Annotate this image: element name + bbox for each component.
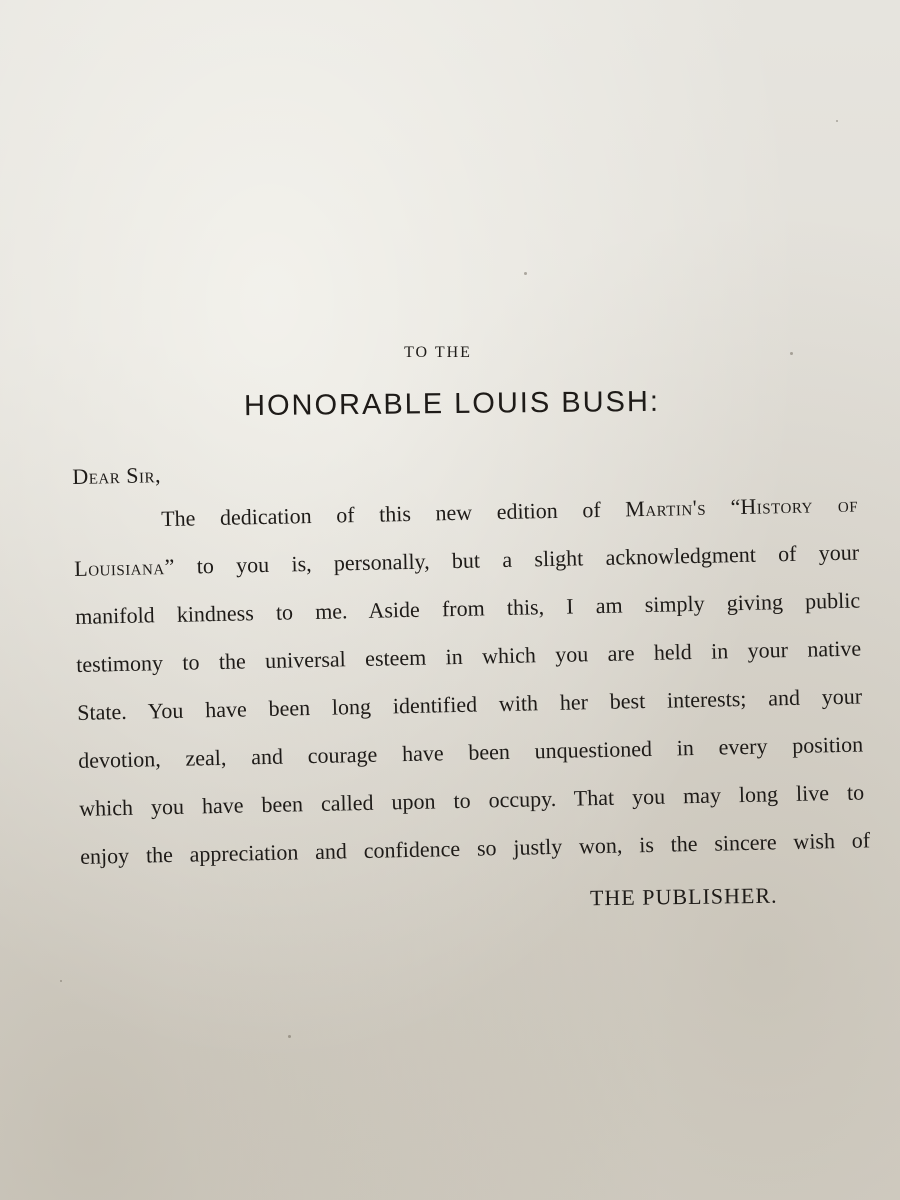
dedication-letter (72, 445, 871, 889)
letter-text: The dedication of this new edition of (160, 496, 626, 532)
paper-speck (60, 980, 62, 982)
open-quote: “ (705, 494, 741, 520)
book-title-part: History of (740, 491, 859, 520)
dedication-to-line: TO THE (404, 344, 472, 361)
dedication-addressee: HONORABLE LOUIS BUSH: (243, 385, 661, 423)
paper-speck (288, 1035, 291, 1038)
paper-speck (836, 120, 838, 122)
letter-line: enjoy the appreciation and confidence so justly won, is the sincere wish of (80, 827, 871, 869)
letter-line: devotion, zeal, and courage have been unquestioned in every position (77, 731, 864, 773)
book-title-part: Louisiana (73, 554, 165, 581)
letter-line: testimony to the universal esteem in which you are held in your native (75, 635, 862, 677)
paper-speck (524, 272, 527, 275)
author-name: Martin's (624, 494, 707, 522)
letter-line: which you have been called upon to occupy. That you may long live to (78, 779, 865, 821)
letter-line: manifold kindness to me. Aside from this, I am simply giving public (74, 587, 861, 629)
salutation: Dear Sir, (72, 462, 162, 489)
letter-text: ” to you is, personally, but a slight acknowledgment of your (164, 539, 860, 580)
signature: THE PUBLISHER. (589, 882, 778, 911)
letter-line: State. You have been long identified with her best interests; and your (76, 683, 863, 725)
